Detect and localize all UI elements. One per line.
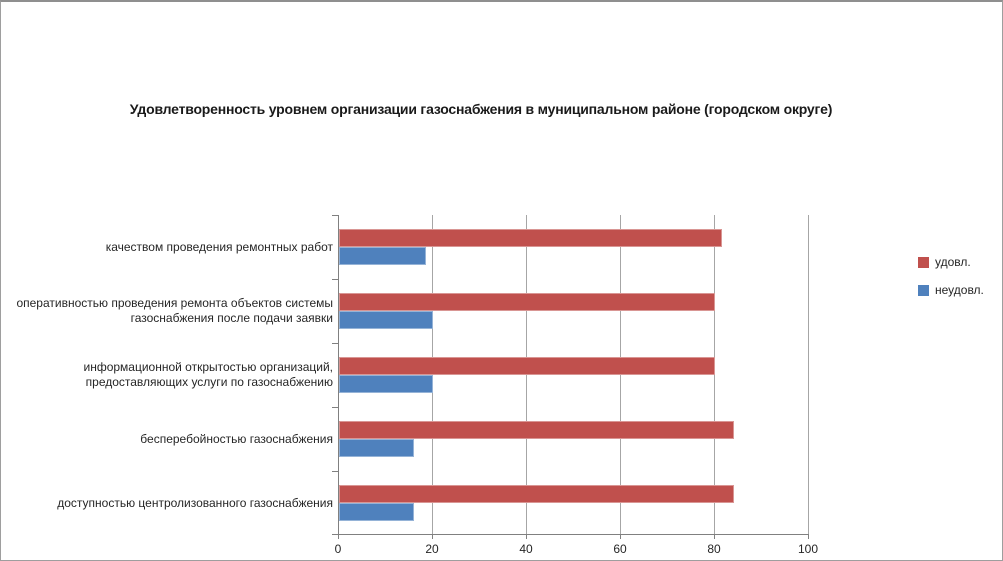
bar-unsatisfied: [339, 311, 433, 329]
bar-satisfied: [339, 421, 734, 439]
x-axis-tick: [620, 535, 621, 539]
x-axis-labels: [334, 542, 819, 556]
y-axis-tick: [332, 215, 338, 216]
y-axis-tick: [332, 471, 338, 472]
category-label: бесперебойностью газоснабжения: [140, 431, 333, 446]
x-axis-line: [338, 534, 809, 535]
category-row: [3, 279, 333, 343]
bar-unsatisfied: [339, 247, 426, 265]
category-label: оперативностью проведения ремонта объектов системы газоснабжения после подачи заявки: [16, 296, 333, 325]
x-axis-tick: [714, 535, 715, 539]
bar-satisfied: [339, 293, 715, 311]
category-label: качеством проведения ремонтных работ: [105, 239, 333, 254]
x-tick-label: 80: [707, 542, 721, 556]
x-axis-tick: [526, 535, 527, 539]
bar-satisfied: [339, 229, 722, 247]
legend-swatch: [918, 257, 929, 268]
bar-unsatisfied: [339, 439, 414, 457]
bar-satisfied: [339, 485, 734, 503]
x-tick-label: 20: [425, 542, 439, 556]
legend-label: неудовл.: [935, 283, 984, 297]
gridline: [808, 215, 809, 534]
x-tick-label: 0: [334, 542, 342, 556]
y-axis-tick: [332, 279, 338, 280]
bar-unsatisfied: [339, 375, 433, 393]
category-row: [3, 407, 333, 471]
y-axis-tick: [332, 407, 338, 408]
category-axis-labels: [3, 215, 333, 535]
chart-title: Удовлетворенность уровнем организации газоснабжения в муниципальном районе (городском округе): [129, 101, 833, 117]
x-axis-tick: [432, 535, 433, 539]
y-axis-tick: [332, 343, 338, 344]
x-tick-label: 100: [797, 542, 819, 556]
category-row: [3, 215, 333, 279]
legend-label: удовл.: [935, 255, 971, 269]
legend: [918, 255, 984, 311]
category-row: [3, 343, 333, 407]
category-row: [3, 471, 333, 535]
x-axis-tick: [338, 535, 339, 539]
bar-unsatisfied: [339, 503, 414, 521]
legend-swatch: [918, 285, 929, 296]
legend-item: [918, 283, 984, 297]
x-tick-label: 40: [519, 542, 533, 556]
legend-item: [918, 255, 984, 269]
plot-area: [338, 215, 809, 535]
category-label: информационной открытостью организаций, предоставляющих услуги по газоснабжению: [83, 360, 333, 389]
bar-satisfied: [339, 357, 715, 375]
category-label: доступностью центролизованного газоснабжения: [57, 495, 333, 510]
x-tick-label: 60: [613, 542, 627, 556]
x-axis-tick: [808, 535, 809, 539]
